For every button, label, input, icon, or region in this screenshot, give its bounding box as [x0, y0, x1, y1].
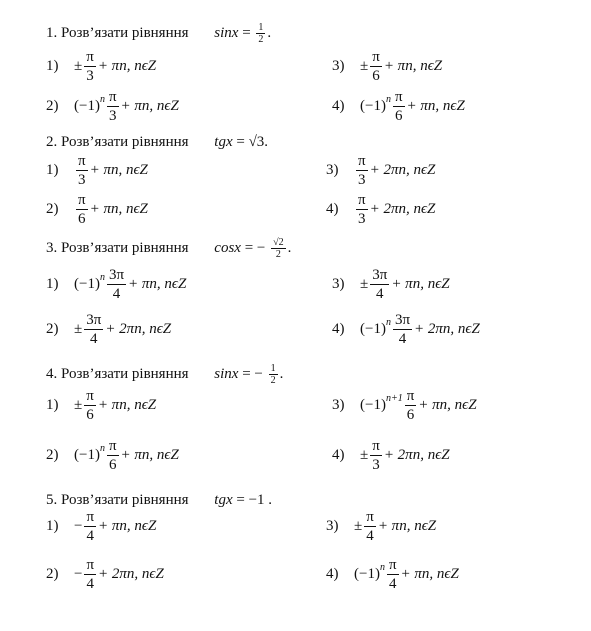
option-number: 4)	[332, 97, 345, 114]
fraction-numerator: 1	[270, 363, 276, 374]
fraction-denominator: 3	[86, 67, 94, 84]
option-number: 3)	[332, 275, 345, 292]
expr-suffix: + 2πn, nϵZ	[414, 320, 480, 337]
expr-prefix: −	[74, 565, 83, 582]
option-q5-2[interactable]	[46, 552, 164, 596]
expr-fraction	[76, 191, 88, 228]
option-q2-2[interactable]	[46, 187, 148, 231]
option-number: 3)	[326, 161, 339, 178]
equation-rhs: = −1 .	[236, 492, 273, 508]
option-number: 4)	[332, 446, 345, 463]
expr-prefix: −	[74, 517, 83, 534]
equation-tail: .	[287, 239, 292, 256]
option-q3-4[interactable]	[332, 307, 480, 351]
fraction-denominator: 6	[78, 210, 86, 227]
fraction-denominator: 4	[112, 285, 121, 302]
expr-fraction	[84, 556, 96, 593]
fraction-denominator: 4	[366, 527, 374, 544]
expr-fraction	[364, 508, 376, 545]
expr-prefix: (−1)	[360, 97, 386, 114]
expr-fraction	[107, 437, 119, 474]
fraction-numerator: π	[394, 88, 403, 105]
equation-fraction	[271, 237, 286, 260]
fraction-numerator: π	[86, 508, 95, 525]
expr-exponent: n	[379, 561, 385, 573]
option-expression	[354, 152, 435, 189]
expr-fraction	[370, 48, 382, 85]
expr-exponent: n	[99, 271, 105, 283]
option-q1-4[interactable]	[332, 84, 465, 128]
option-number: 1)	[46, 275, 59, 292]
expr-fraction	[84, 48, 96, 85]
fraction-numerator: π	[78, 191, 86, 208]
option-expression	[74, 437, 179, 474]
option-number: 3)	[332, 396, 345, 413]
fraction-numerator: π	[406, 387, 415, 404]
fraction-numerator: π	[108, 437, 117, 454]
expr-prefix: (−1)	[360, 320, 386, 337]
expr-fraction	[393, 311, 412, 348]
expr-prefix: ±	[360, 57, 369, 74]
expr-suffix: + πn, nϵZ	[400, 565, 459, 582]
fraction-numerator: π	[78, 152, 86, 169]
fraction-numerator: π	[86, 387, 94, 404]
fraction-denominator: 4	[388, 575, 397, 592]
option-q2-3[interactable]	[326, 148, 435, 192]
expr-fraction	[356, 191, 368, 228]
option-expression	[74, 88, 179, 125]
option-expression	[360, 88, 465, 125]
fraction-numerator: π	[108, 88, 117, 105]
fraction-denominator: 3	[358, 210, 366, 227]
expr-fraction	[370, 266, 389, 303]
fraction-numerator: 3π	[108, 266, 125, 283]
expr-fraction	[393, 88, 405, 125]
option-q4-2[interactable]	[46, 433, 179, 477]
equation-rhs-prefix: = −	[242, 365, 263, 382]
option-number: 3)	[332, 57, 345, 74]
expr-prefix: ±	[74, 57, 83, 74]
fraction-numerator: π	[86, 556, 95, 573]
expr-suffix: + 2πn, nϵZ	[369, 161, 436, 178]
fraction-denominator: 6	[86, 406, 94, 423]
option-q3-2[interactable]	[46, 307, 171, 351]
expr-fraction	[107, 88, 119, 125]
option-expression	[74, 508, 156, 545]
option-expression	[360, 266, 450, 303]
equation-lhs: sinx	[214, 365, 239, 382]
question-label: 2. Розв’язати рівняння	[46, 134, 189, 150]
expr-prefix: (−1)	[354, 565, 380, 582]
expr-suffix: + 2πn, nϵZ	[369, 200, 436, 217]
equation-lhs: tgx	[214, 492, 233, 508]
option-number: 2)	[46, 446, 59, 463]
fraction-denominator: 3	[78, 171, 86, 188]
expr-prefix: (−1)	[74, 275, 100, 292]
fraction-numerator: π	[366, 508, 374, 525]
option-q4-1[interactable]	[46, 383, 156, 427]
fraction-denominator: 6	[394, 107, 403, 124]
option-number: 1)	[46, 396, 59, 413]
expr-fraction	[356, 152, 368, 189]
question-label: 3. Розв’язати рівняння	[46, 239, 189, 256]
fraction-numerator: π	[358, 152, 366, 169]
equation-rhs: = √3.	[236, 134, 269, 150]
expr-suffix: + πn, nϵZ	[120, 446, 179, 463]
option-expression	[360, 437, 450, 474]
option-q5-1[interactable]	[46, 504, 156, 548]
expr-suffix: + πn, nϵZ	[89, 161, 148, 178]
equation-lhs: tgx	[214, 134, 233, 150]
expr-suffix: + πn, nϵZ	[391, 275, 450, 292]
expr-fraction	[76, 152, 88, 189]
fraction-denominator: 4	[376, 285, 384, 302]
fraction-denominator: 6	[372, 67, 380, 84]
expr-suffix: + πn, nϵZ	[418, 396, 477, 413]
option-q1-1[interactable]	[46, 44, 156, 88]
fraction-numerator: √2	[273, 237, 284, 248]
option-number: 4)	[326, 565, 339, 582]
fraction-numerator: 1	[258, 22, 264, 33]
equation-tail: .	[267, 24, 272, 41]
fraction-denominator: 4	[86, 575, 94, 592]
option-q2-4[interactable]	[326, 187, 435, 231]
option-number: 2)	[46, 320, 59, 337]
question-1-title	[46, 22, 271, 45]
fraction-denominator: 2	[270, 375, 276, 386]
equation-fraction	[269, 363, 278, 386]
expr-suffix: + πn, nϵZ	[97, 396, 157, 413]
expr-suffix: + πn, nϵZ	[128, 275, 187, 292]
fraction-denominator: 6	[406, 406, 415, 423]
expr-suffix: + πn, nϵZ	[383, 57, 443, 74]
expr-exponent: n	[385, 316, 391, 328]
expr-fraction	[84, 311, 103, 348]
expr-prefix: (−1)	[74, 446, 100, 463]
option-expression	[354, 556, 459, 593]
option-q5-4[interactable]	[326, 552, 459, 596]
fraction-denominator: 6	[108, 456, 117, 473]
expr-suffix: + πn, nϵZ	[406, 97, 465, 114]
expr-prefix: (−1)	[360, 396, 386, 413]
option-number: 2)	[46, 97, 59, 114]
expr-fraction	[405, 387, 417, 424]
expr-fraction	[107, 266, 126, 303]
expr-prefix: ±	[360, 275, 369, 292]
option-number: 1)	[46, 517, 59, 534]
question-label: 4. Розв’язати рівняння	[46, 365, 189, 382]
expr-suffix: + 2πn, nϵZ	[98, 565, 164, 582]
option-expression	[74, 311, 171, 348]
fraction-numerator: π	[358, 191, 366, 208]
option-expression	[74, 152, 148, 189]
equation-fraction	[256, 22, 265, 45]
expr-suffix: + πn, nϵZ	[120, 97, 179, 114]
equation-rhs-prefix: = −	[244, 239, 266, 256]
fraction-numerator: π	[86, 48, 94, 65]
option-expression	[354, 508, 436, 545]
option-expression	[74, 556, 164, 593]
option-number: 4)	[332, 320, 345, 337]
fraction-denominator: 3	[108, 107, 117, 124]
expr-fraction	[387, 556, 399, 593]
option-q4-4[interactable]	[332, 433, 450, 477]
expr-prefix: ±	[354, 517, 363, 534]
fraction-numerator: 3π	[372, 266, 388, 283]
option-expression	[360, 48, 442, 85]
fraction-denominator: 2	[275, 249, 281, 260]
option-expression	[74, 48, 156, 85]
expr-prefix: (−1)	[74, 97, 100, 114]
fraction-denominator: 2	[258, 34, 264, 45]
option-number: 4)	[326, 200, 339, 217]
option-q5-3[interactable]	[326, 504, 436, 548]
expr-suffix: + 2πn, nϵZ	[383, 446, 450, 463]
option-expression	[74, 266, 186, 303]
expr-prefix: ±	[360, 446, 369, 463]
option-expression	[360, 387, 477, 424]
option-expression	[354, 191, 435, 228]
expr-suffix: + πn, nϵZ	[89, 200, 148, 217]
expr-fraction	[370, 437, 382, 474]
fraction-numerator: π	[372, 437, 380, 454]
expr-exponent: n	[99, 93, 105, 105]
equation-tail: .	[279, 365, 284, 382]
option-expression	[360, 311, 480, 348]
expr-exponent: n	[99, 442, 105, 454]
option-q3-1[interactable]	[46, 262, 186, 306]
option-q3-3[interactable]	[332, 262, 450, 306]
expr-exponent: n	[385, 93, 391, 105]
fraction-numerator: π	[372, 48, 380, 65]
option-number: 2)	[46, 565, 59, 582]
fraction-numerator: 3π	[86, 311, 102, 328]
option-q4-3[interactable]	[332, 383, 477, 427]
fraction-denominator: 3	[372, 456, 380, 473]
fraction-denominator: 4	[90, 330, 98, 347]
equation-rhs-prefix: =	[242, 24, 251, 41]
fraction-numerator: π	[388, 556, 397, 573]
option-q1-3[interactable]	[332, 44, 442, 88]
fraction-numerator: 3π	[394, 311, 411, 328]
option-expression	[74, 387, 156, 424]
expr-suffix: + πn, nϵZ	[97, 57, 157, 74]
option-q2-1[interactable]	[46, 148, 148, 192]
option-expression	[74, 191, 148, 228]
option-number: 3)	[326, 517, 339, 534]
question-label: 1. Розв’язати рівняння	[46, 24, 189, 41]
equation-lhs: cosx	[214, 239, 241, 256]
fraction-denominator: 4	[398, 330, 407, 347]
expr-suffix: + πn, nϵZ	[377, 517, 437, 534]
fraction-denominator: 3	[358, 171, 366, 188]
equation-lhs: sinx	[214, 24, 239, 41]
fraction-denominator: 4	[86, 527, 94, 544]
expr-fraction	[84, 387, 96, 424]
expr-fraction	[84, 508, 96, 545]
option-number: 1)	[46, 57, 59, 74]
expr-exponent: n+1	[385, 392, 403, 404]
option-number: 1)	[46, 161, 59, 178]
question-3-title	[46, 237, 291, 260]
option-q1-2[interactable]	[46, 84, 179, 128]
expr-prefix: ±	[74, 396, 83, 413]
option-number: 2)	[46, 200, 59, 217]
question-label: 5. Розв’язати рівняння	[46, 492, 189, 508]
expr-prefix: ±	[74, 320, 83, 337]
expr-suffix: + 2πn, nϵZ	[105, 320, 172, 337]
expr-suffix: + πn, nϵZ	[98, 517, 157, 534]
